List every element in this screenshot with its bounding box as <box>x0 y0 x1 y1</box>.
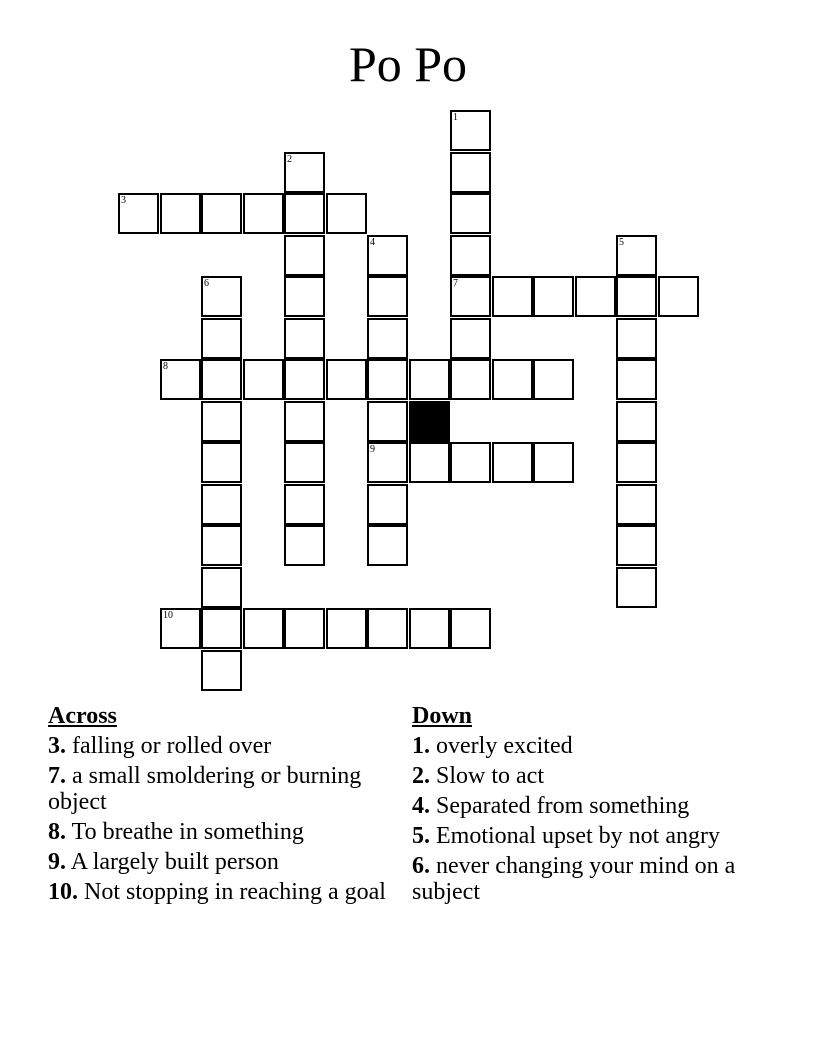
clue-across-9: 9. A largely built person <box>48 849 279 875</box>
grid-cell[interactable] <box>284 193 325 234</box>
clue-across-8: 8. To breathe in something <box>48 819 304 845</box>
grid-cell[interactable] <box>284 442 325 483</box>
grid-cell[interactable] <box>160 359 201 400</box>
grid-cell[interactable] <box>367 276 408 317</box>
grid-cell[interactable] <box>658 276 699 317</box>
clue-down-1: 1. overly excited <box>412 733 573 759</box>
grid-cell[interactable] <box>201 442 242 483</box>
grid-cell[interactable] <box>616 401 657 442</box>
grid-cell[interactable] <box>533 442 574 483</box>
clue-number: 2 <box>287 154 292 165</box>
clue-down-6: 6. never changing your mind on a subject <box>412 853 736 905</box>
grid-cell[interactable] <box>616 318 657 359</box>
grid-cell[interactable] <box>367 442 408 483</box>
grid-cell[interactable] <box>326 608 367 649</box>
grid-cell[interactable] <box>533 276 574 317</box>
grid-cell[interactable] <box>284 608 325 649</box>
grid-cell[interactable] <box>450 318 491 359</box>
clue-number: 1 <box>453 112 458 123</box>
grid-cell[interactable] <box>409 359 450 400</box>
grid-cell[interactable] <box>201 567 242 608</box>
grid-cell[interactable] <box>284 152 325 193</box>
clue-down-4: 4. Separated from something <box>412 793 690 819</box>
grid-cell[interactable] <box>450 193 491 234</box>
clue-number: 5 <box>619 237 624 248</box>
grid-cell[interactable] <box>201 608 242 649</box>
grid-cell[interactable] <box>450 235 491 276</box>
grid-cell[interactable] <box>616 235 657 276</box>
grid-cell[interactable] <box>243 193 284 234</box>
clue-number: 6 <box>204 278 209 289</box>
grid-cell[interactable] <box>616 484 657 525</box>
clue-across-10: 10. Not stopping in reaching a goal <box>48 879 386 905</box>
down-heading: Down <box>412 703 473 729</box>
grid-cell[interactable] <box>492 359 533 400</box>
grid-cell[interactable] <box>201 484 242 525</box>
grid-cell[interactable] <box>367 359 408 400</box>
grid-cell[interactable] <box>450 110 491 151</box>
grid-cell[interactable] <box>616 276 657 317</box>
grid-cell[interactable] <box>284 484 325 525</box>
grid-cell[interactable] <box>201 276 242 317</box>
grid-cell[interactable] <box>533 359 574 400</box>
clue-number: 3 <box>121 195 126 206</box>
grid-cell[interactable] <box>367 608 408 649</box>
across-heading: Across <box>48 703 117 729</box>
grid-cell[interactable] <box>326 193 367 234</box>
grid-cell[interactable] <box>201 318 242 359</box>
grid-cell[interactable] <box>409 442 450 483</box>
grid-cell[interactable] <box>450 276 491 317</box>
across-clues <box>48 703 393 909</box>
grid-cell[interactable] <box>367 401 408 442</box>
grid-cell[interactable] <box>284 276 325 317</box>
clue-down-5: 5. Emotional upset by not angry <box>412 823 720 849</box>
grid-cell[interactable] <box>201 650 242 691</box>
clue-across-3: 3. falling or rolled over <box>48 733 272 759</box>
clue-number: 7 <box>453 278 458 289</box>
puzzle-title: Po Po <box>348 36 468 92</box>
grid-cell[interactable] <box>616 525 657 566</box>
clue-down-2: 2. Slow to act <box>412 763 544 789</box>
clue-number: 9 <box>370 444 375 455</box>
clue-number: 10 <box>163 610 173 621</box>
grid-cell[interactable] <box>160 193 201 234</box>
grid-cell[interactable] <box>243 608 284 649</box>
clue-number: 4 <box>370 237 375 248</box>
grid-cell[interactable] <box>201 401 242 442</box>
grid-cell[interactable] <box>367 525 408 566</box>
grid-cell[interactable] <box>450 359 491 400</box>
grid-cell[interactable] <box>118 193 159 234</box>
grid-cell[interactable] <box>492 442 533 483</box>
grid-cell[interactable] <box>616 442 657 483</box>
grid-cell[interactable] <box>326 359 367 400</box>
black-square <box>409 401 450 442</box>
grid-cell[interactable] <box>284 359 325 400</box>
clue-across-7: 7. a small smoldering or burning object <box>48 763 362 815</box>
grid-cell[interactable] <box>160 608 201 649</box>
grid-cell[interactable] <box>367 484 408 525</box>
grid-cell[interactable] <box>284 235 325 276</box>
grid-cell[interactable] <box>450 608 491 649</box>
clue-number: 8 <box>163 361 168 372</box>
grid-cell[interactable] <box>450 442 491 483</box>
grid-cell[interactable] <box>284 401 325 442</box>
down-clues <box>412 703 752 909</box>
grid-cell[interactable] <box>616 359 657 400</box>
grid-cell[interactable] <box>243 359 284 400</box>
grid-cell[interactable] <box>450 152 491 193</box>
grid-cell[interactable] <box>367 235 408 276</box>
grid-cell[interactable] <box>409 608 450 649</box>
grid-cell[interactable] <box>201 525 242 566</box>
grid-cell[interactable] <box>201 359 242 400</box>
grid-cell[interactable] <box>575 276 616 317</box>
grid-cell[interactable] <box>201 193 242 234</box>
grid-cell[interactable] <box>492 276 533 317</box>
grid-cell[interactable] <box>284 525 325 566</box>
grid-cell[interactable] <box>616 567 657 608</box>
grid-cell[interactable] <box>367 318 408 359</box>
grid-cell[interactable] <box>284 318 325 359</box>
